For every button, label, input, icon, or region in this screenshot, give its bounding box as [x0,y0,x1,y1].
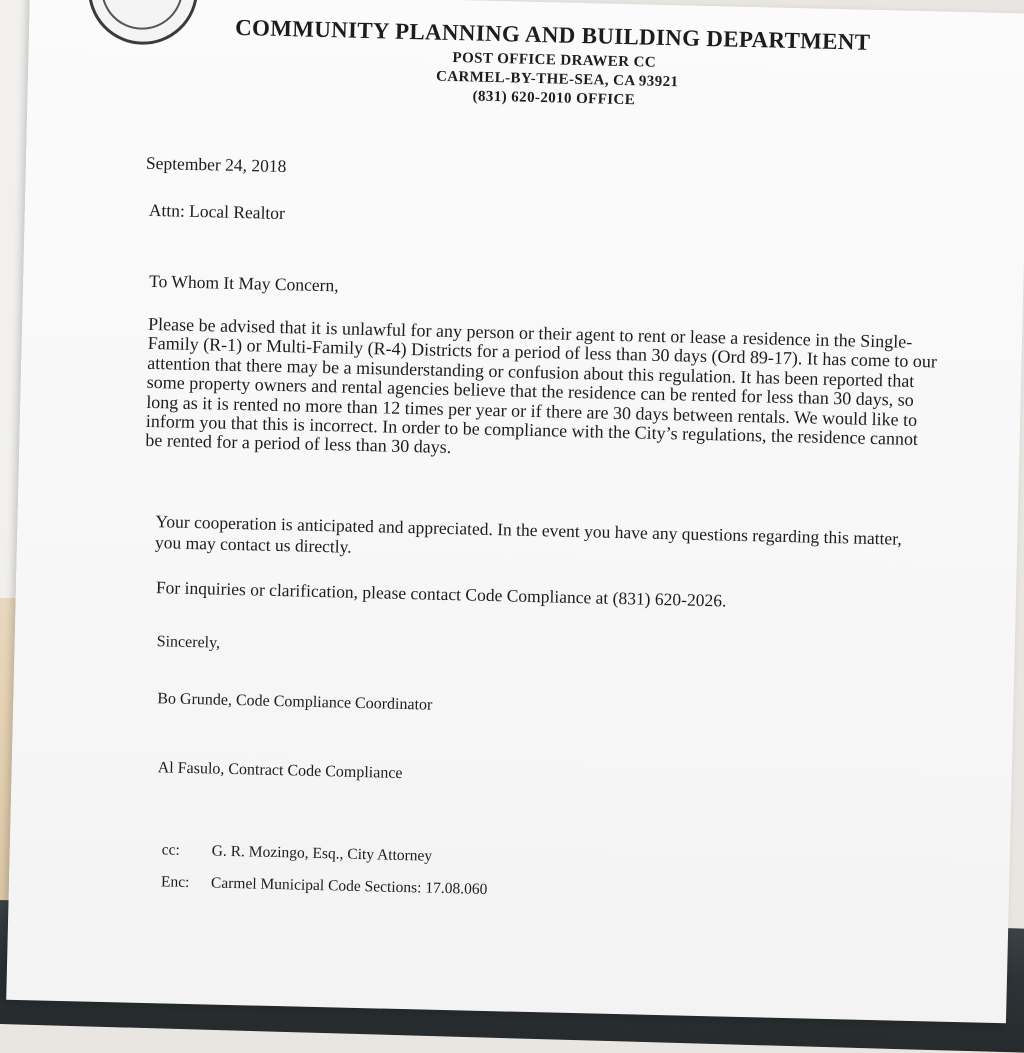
closing: Sincerely, [156,633,221,652]
city-seal-logo [87,0,200,46]
signatory-2: Al Fasulo, Contract Code Compliance [157,759,403,782]
body-paragraph-1: Please be advised that it is unlawful for any person or their agent to rent or lease a residence in the Single-Family (R-1) or Multi-Family (R-4) Districts for a period of less than 30 days (Ord 89-17). It has come to our attention that there may be a misunderstanding or confusion about this regulation. It has been reported that some property owners and rental agencies believe that the residence can be rented for less than 30 days, so long as it is rented no more than 12 times per year or if there are 30 days between rentals. We would like to inform you that this is incorrect. In order to be compliance with the City’s regulations, the residence cannot be rented for a period of less than 30 days. [145,313,938,458]
address-line-2: CARMEL-BY-THE-SEA, CA 93921 [435,68,679,91]
cc-recipient: G. R. Mozingo, Esq., City Attorney [211,842,433,865]
inquiries-line: For inquiries or clarification, please contact Code Compliance at (831) 620-2026. [155,577,727,611]
letter-page [6,0,1024,1023]
department-heading: COMMUNITY PLANNING AND BUILDING DEPARTMENT [234,14,871,55]
signatory-1: Bo Grunde, Code Compliance Coordinator [157,690,433,714]
enclosure-value: Carmel Municipal Code Sections: 17.08.060 [210,874,488,899]
attention-line: Attn: Local Realtor [148,199,286,224]
salutation: To Whom It May Concern, [148,270,339,296]
letter-date: September 24, 2018 [145,152,287,177]
address-line-1: POST OFFICE DRAWER CC [452,49,657,71]
office-phone: (831) 620-2010 OFFICE [472,88,636,109]
cc-label: cc: [161,841,181,859]
enclosure-label: Enc: [160,873,190,892]
body-paragraph-2: Your cooperation is anticipated and appreciated. In the event you have any questions regarding this matter, you may contact us directly. [154,511,902,557]
